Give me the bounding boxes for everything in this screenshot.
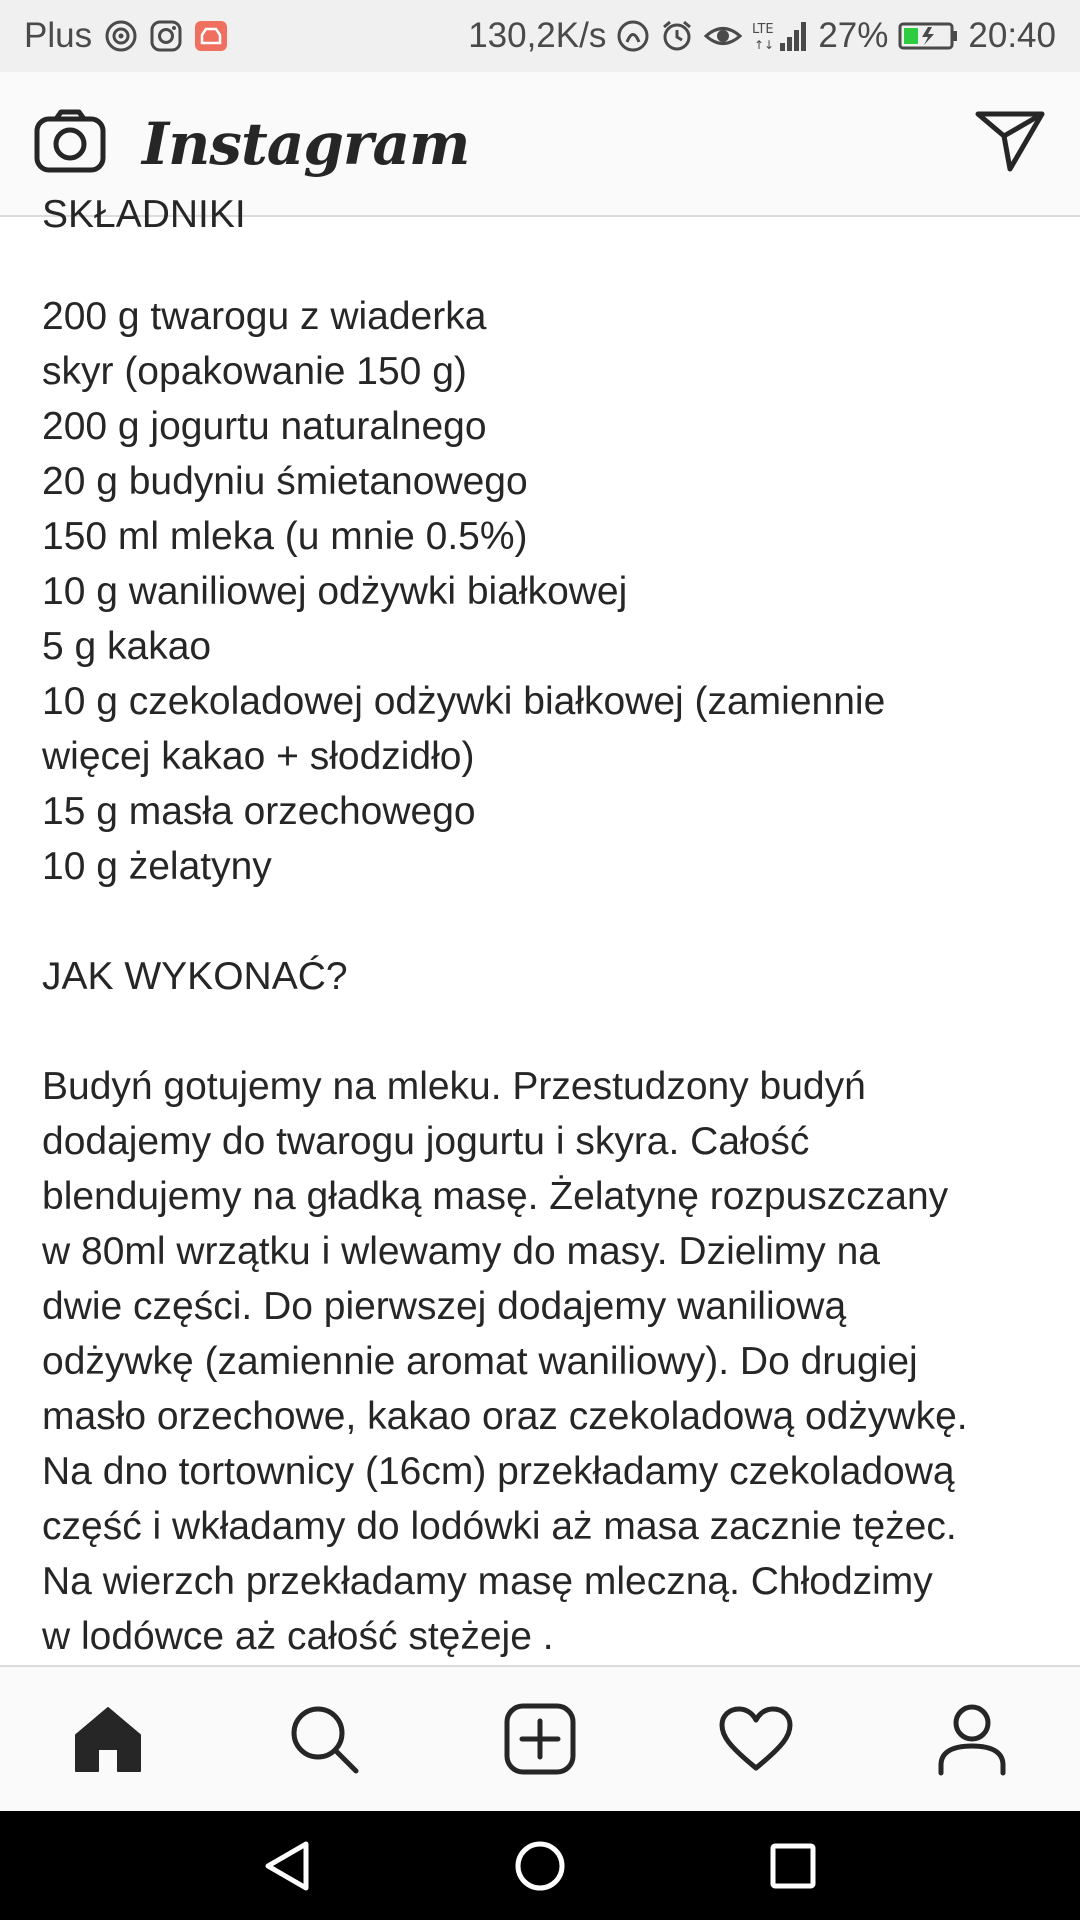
system-nav-bar: [0, 1811, 1080, 1920]
back-icon[interactable]: [247, 1826, 327, 1906]
battery-percent: 27%: [818, 16, 889, 55]
method-line: w 80ml wrzątku i wlewamy do masy. Dzielimy na: [42, 1230, 880, 1273]
direct-message-icon[interactable]: [974, 109, 1046, 178]
bottom-nav: [0, 1665, 1080, 1811]
recents-icon[interactable]: [753, 1826, 833, 1906]
ingredient-line: 10 g waniliowej odżywki białkowej: [42, 570, 628, 613]
ingredient-line: 150 ml mleka (u mnie 0.5%): [42, 515, 528, 558]
activity-heart-icon[interactable]: [706, 1689, 806, 1789]
ingredient-line: 5 g kakao: [42, 625, 212, 668]
status-right: [468, 16, 1056, 56]
method-line: Na wierzch przekładamy masę mleczną. Chłodzimy: [42, 1560, 933, 1603]
method-line: Na dno tortownicy (16cm) przekładamy czekoladową: [42, 1450, 955, 1493]
method-line: dodajemy do twarogu jogurtu i skyra. Całość: [42, 1120, 810, 1163]
post-caption: [0, 193, 1080, 1665]
clock: 20:40: [968, 16, 1056, 55]
profile-icon[interactable]: [922, 1689, 1022, 1789]
ingredient-line: 20 g budyniu śmietanowego: [42, 460, 528, 503]
eye-icon: [704, 21, 742, 51]
svg-text:LTE: LTE: [752, 22, 774, 37]
ingredient-line: więcej kakao + słodzidło): [42, 735, 475, 778]
method-line: blendujemy na gładką masę. Żelatynę rozpuszczany: [42, 1175, 949, 1218]
new-post-icon[interactable]: [490, 1689, 590, 1789]
ingredient-line: 15 g masła orzechowego: [42, 790, 476, 833]
search-icon[interactable]: [274, 1689, 374, 1789]
app-notif-icon: [194, 20, 228, 52]
hotspot-icon: [104, 19, 138, 53]
home-icon[interactable]: [58, 1689, 158, 1789]
method-heading: JAK WYKONAĆ?: [42, 955, 348, 998]
alarm-icon: [660, 19, 694, 53]
app-logo: Instagram: [142, 109, 470, 178]
method-line: dwie części. Do pierwszej dodajemy waniliową: [42, 1285, 847, 1328]
network-speed: 130,2K/s: [468, 16, 607, 55]
lte-signal-icon: [752, 19, 808, 53]
svg-text:↑↓: ↑↓: [754, 38, 775, 52]
camera-icon[interactable]: [34, 109, 106, 178]
method-line: Budyń gotujemy na mleku. Przestudzony budyń: [42, 1065, 866, 1108]
status-bar: [0, 0, 1080, 72]
battery-icon: [898, 21, 958, 51]
ingredient-line: 10 g żelatyny: [42, 845, 272, 888]
method-line: masło orzechowe, kakao oraz czekoladową odżywkę.: [42, 1395, 968, 1438]
caption-text: [42, 289, 1042, 1664]
ingredient-line: skyr (opakowanie 150 g): [42, 350, 467, 393]
home-circle-icon[interactable]: [500, 1826, 580, 1906]
status-left: [24, 16, 228, 56]
method-line: w lodówce aż całość stężeje .: [42, 1615, 554, 1658]
method-line: część i wkładamy do lodówki aż masa zacznie tężec.: [42, 1505, 957, 1548]
nfc-icon: [616, 19, 650, 53]
ingredient-line: 200 g jogurtu naturalnego: [42, 405, 487, 448]
instagram-notif-icon: [150, 20, 182, 52]
ingredient-line: 10 g czekoladowej odżywki białkowej (zamiennie: [42, 680, 886, 723]
carrier-label: Plus: [24, 16, 93, 55]
ingredient-line: 200 g twarogu z wiaderka: [42, 295, 487, 338]
method-line: odżywkę (zamiennie aromat waniliowy). Do drugiej: [42, 1340, 918, 1383]
ingredients-heading: SKŁADNIKI: [42, 193, 246, 236]
